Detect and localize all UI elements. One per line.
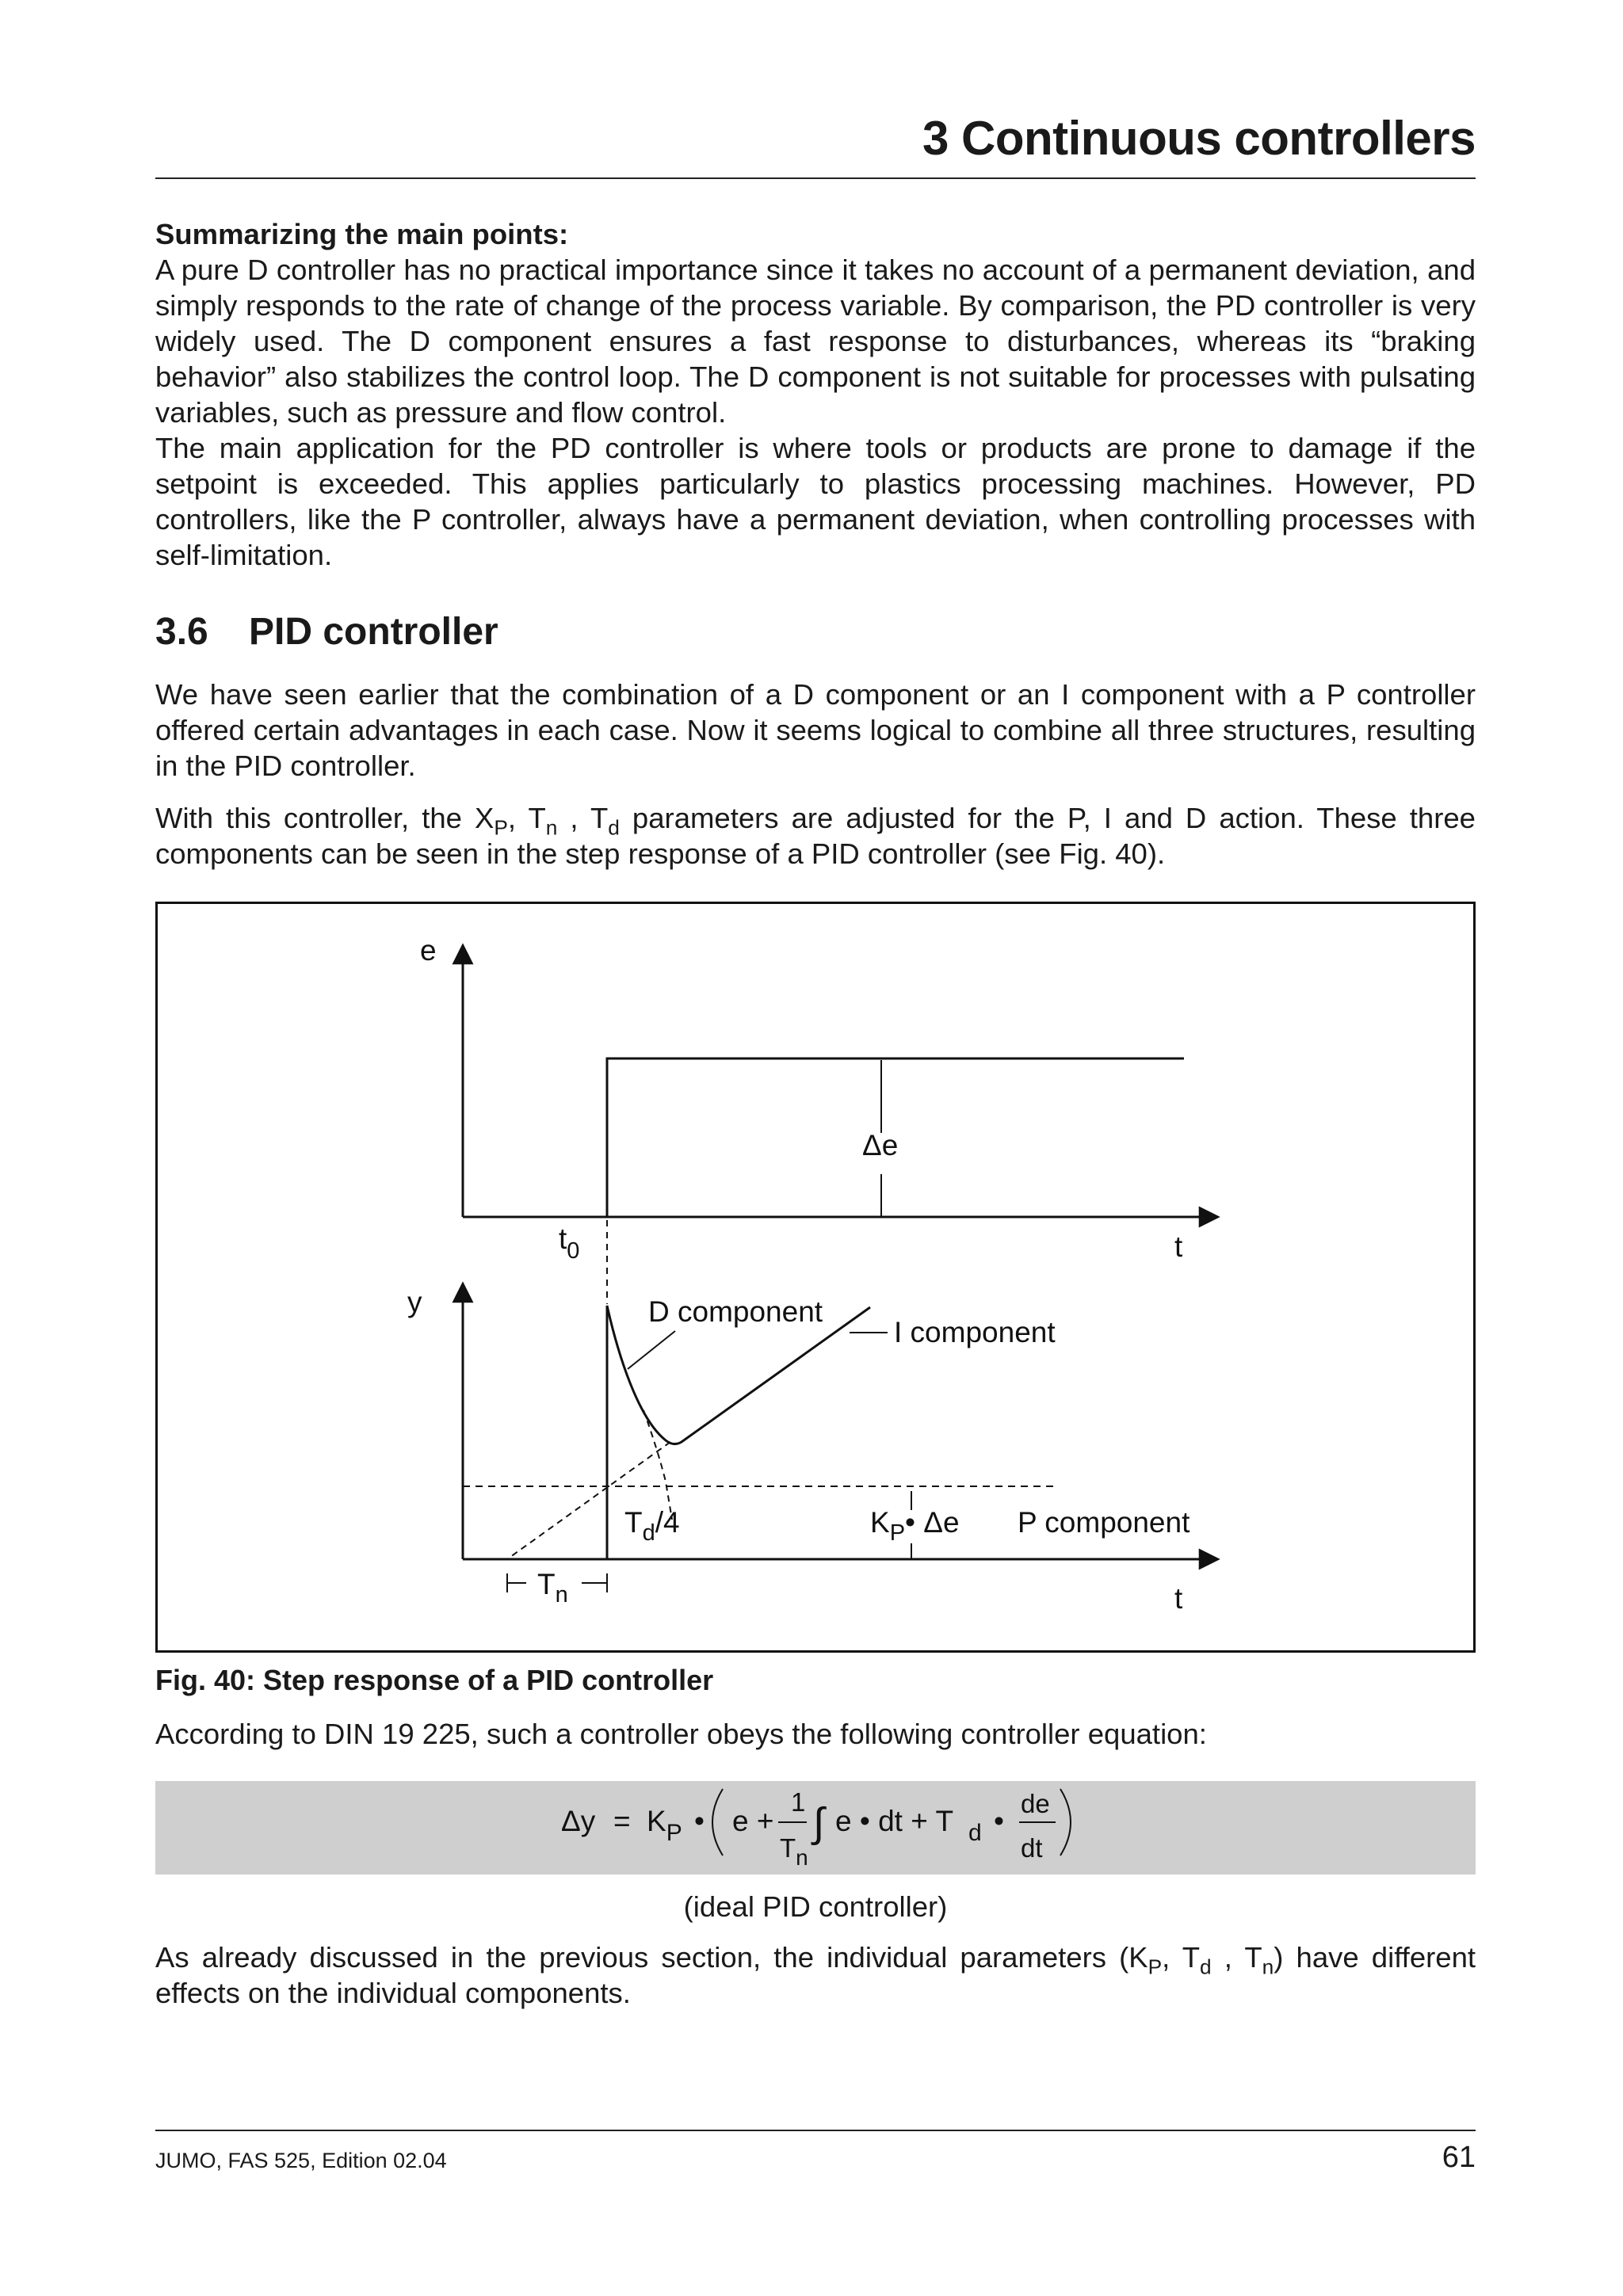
section-paragraph-1: We have seen earlier that the combination of a D component or an I component with a P controller offered certain advantages in each case. Now it seems logical to combine all three structures, resulting in the PID controller.	[155, 678, 1476, 782]
footer-rule	[155, 2130, 1476, 2131]
equation-band	[155, 1781, 1476, 1875]
summary-paragraph-1: A pure D controller has no practical importance since it takes no account of a permanent deviation, and simply responds to the rate of change of the process variable. By comparison, the PD controller is very widely used. The D component ensures a fast response to disturbances, whereas its “braking behavior” also stabilizes the control loop. The D component is not suitable for processes with pulsating variables, such as pressure and flow control.	[155, 254, 1476, 429]
label-d-component: D component	[648, 1295, 823, 1328]
section-title: PID controller	[249, 611, 498, 653]
label-t-top: t	[1174, 1230, 1183, 1263]
equation-intro: According to DIN 19 225, such a controller obeys the following controller equation:	[155, 1718, 1207, 1750]
label-e: e	[420, 934, 437, 967]
label-delta-e: Δe	[862, 1129, 899, 1161]
eq-frac2-num: de	[1021, 1789, 1050, 1818]
label-tn: $T_n$	[537, 1568, 568, 1608]
label-i-component: I component	[894, 1316, 1056, 1348]
eq-paren-open	[712, 1789, 723, 1855]
figure-40-frame	[155, 902, 1476, 1653]
eq-integrand: e • dt + T	[835, 1805, 954, 1837]
footer-edition: JUMO, FAS 525, Edition 02.04	[155, 2149, 447, 2172]
step-response-diagram	[158, 904, 1473, 1650]
summary-paragraph-2: The main application for the PD controller is where tools or products are prone to damage if the setpoint is exceeded. This applies particularly to plastics processing machines. However, PD controllers, like the P controller, always have a permanent deviation, when controlling processes with self-limitation.	[155, 432, 1476, 571]
pid-equation	[155, 1781, 1476, 1875]
header-rule	[155, 177, 1476, 179]
section-number: 3.6	[155, 611, 208, 653]
label-kp-delta-e: $K_P•$ Δe	[870, 1506, 960, 1546]
page-number: 61	[1442, 2141, 1476, 2174]
eq-kp: $K_P$	[647, 1805, 682, 1846]
label-td4: $T_d/4$	[624, 1506, 680, 1546]
eq-equals: =	[613, 1805, 631, 1837]
label-t0: $t_0$	[559, 1222, 580, 1264]
label-t-bottom: t	[1174, 1582, 1183, 1615]
eq-paren-close	[1060, 1789, 1071, 1855]
summary-block	[155, 216, 1476, 573]
eq-e-plus: e +	[732, 1805, 774, 1837]
d-decay-extension	[643, 1410, 672, 1520]
page-header-title: 3 Continuous controllers	[922, 112, 1476, 165]
eq-frac1-den: $T_n$	[780, 1833, 808, 1870]
equation-note: (ideal PID controller)	[683, 1890, 948, 1923]
eq-lhs: Δy	[561, 1805, 596, 1837]
d-leader	[628, 1331, 675, 1369]
closing-paragraph: As already discussed in the previous section, the individual parameters ($K_P$, $T_d$ , $T_n$) have different effects on the individual components.	[155, 1941, 1476, 2009]
section-heading	[155, 610, 498, 654]
eq-integral: ∫	[813, 1800, 825, 1846]
eq-bullet-2: •	[994, 1805, 1004, 1837]
eq-frac2-den: dt	[1021, 1833, 1043, 1863]
eq-bullet-1: •	[694, 1805, 705, 1837]
summary-heading: Summarizing the main points:	[155, 218, 569, 250]
label-p-component: P component	[1018, 1506, 1190, 1539]
eq-frac1-num: 1	[791, 1787, 806, 1817]
section-paragraph-2: With this controller, the $X_P$, $T_n$ , $T_d$ parameters are adjusted for the P, I and D action. These three components can be seen in the step response of a PID controller (see Fig. 40).	[155, 802, 1476, 870]
figure-caption: Fig. 40: Step response of a PID controller	[155, 1664, 714, 1696]
label-y: y	[407, 1286, 422, 1318]
eq-td-sub: d	[968, 1820, 982, 1846]
